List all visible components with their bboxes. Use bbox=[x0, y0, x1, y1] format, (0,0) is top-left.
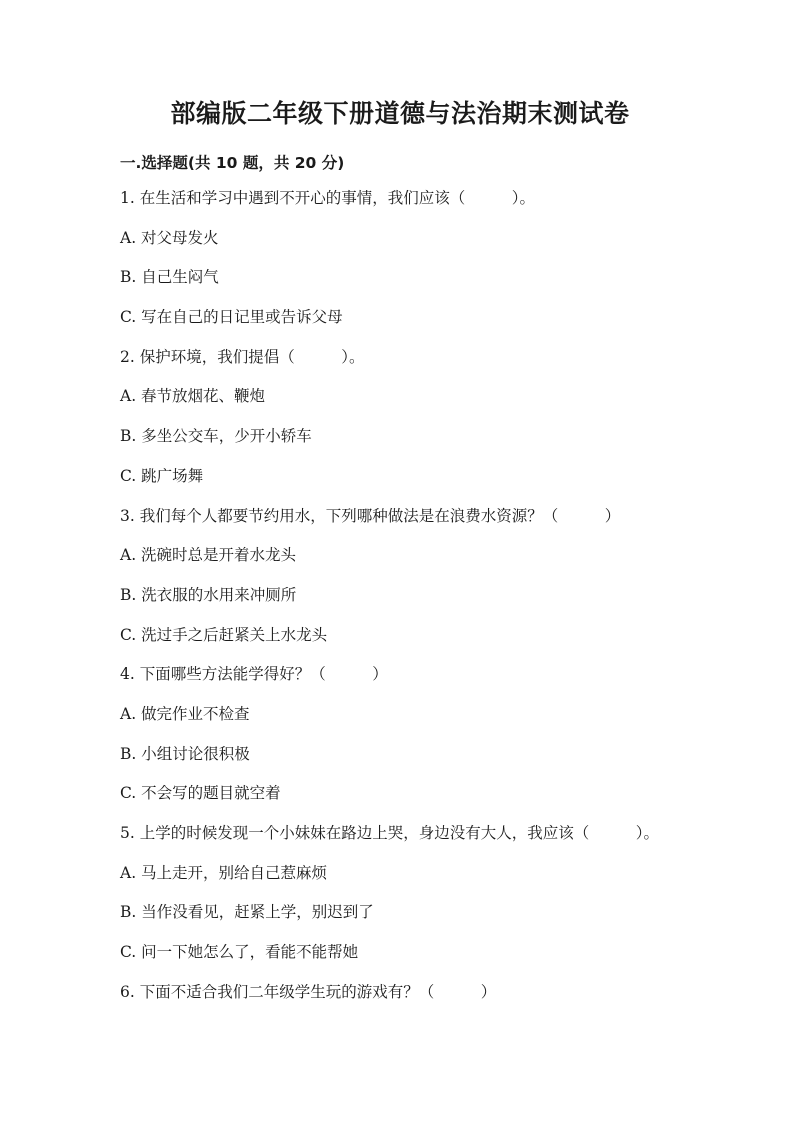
question-3-option-a: A. 洗碗时总是开着水龙头 bbox=[120, 546, 297, 565]
question-list bbox=[120, 186, 720, 1019]
page-title: 部编版二年级下册道德与法治期末测试卷 bbox=[170, 99, 630, 128]
question-5-option-c: C. 问一下她怎么了，看能不能帮她 bbox=[120, 943, 359, 962]
question-5-option-a: A. 马上走开，别给自己惹麻烦 bbox=[120, 863, 328, 882]
section-heading: 一.选择题(共 10 题，共 20 分) bbox=[120, 154, 345, 172]
question-1-option-a: A. 对父母发火 bbox=[120, 228, 219, 247]
question-4-option-c: C. 不会写的题目就空着 bbox=[120, 784, 281, 803]
question-5-stem: 5. 上学的时候发现一个小妹妹在路边上哭，身边没有大人，我应该（ ）。 bbox=[120, 824, 659, 842]
question-2-stem: 2. 保护环境，我们提倡（ ）。 bbox=[120, 347, 365, 366]
question-2-option-b: B. 多坐公交车，少开小轿车 bbox=[120, 427, 312, 446]
question-4-stem: 4. 下面哪些方法能学得好？（ ） bbox=[120, 665, 388, 684]
question-4-option-b: B. 小组讨论很积极 bbox=[120, 744, 250, 763]
question-2-option-a: A. 春节放烟花、鞭炮 bbox=[120, 387, 266, 406]
question-1-option-c: C. 写在自己的日记里或告诉父母 bbox=[120, 308, 343, 327]
question-3-stem: 3. 我们每个人都要节约用水，下列哪种做法是在浪费水资源？（ ） bbox=[120, 506, 621, 525]
question-3-option-c: C. 洗过手之后赶紧关上水龙头 bbox=[120, 625, 328, 644]
question-3-option-b: B. 洗衣服的水用来冲厕所 bbox=[120, 585, 297, 604]
question-4-option-a: A. 做完作业不检查 bbox=[120, 704, 250, 723]
question-1-stem: 1. 在生活和学习中遇到不开心的事情，我们应该（ ）。 bbox=[120, 189, 535, 207]
question-1-option-b: B. 自己生闷气 bbox=[120, 268, 219, 287]
question-5-option-b: B. 当作没看见，赶紧上学，别迟到了 bbox=[120, 903, 374, 922]
question-6-stem: 6. 下面不适合我们二年级学生玩的游戏有？（ ） bbox=[120, 982, 497, 1001]
question-2-option-c: C. 跳广场舞 bbox=[120, 466, 204, 485]
